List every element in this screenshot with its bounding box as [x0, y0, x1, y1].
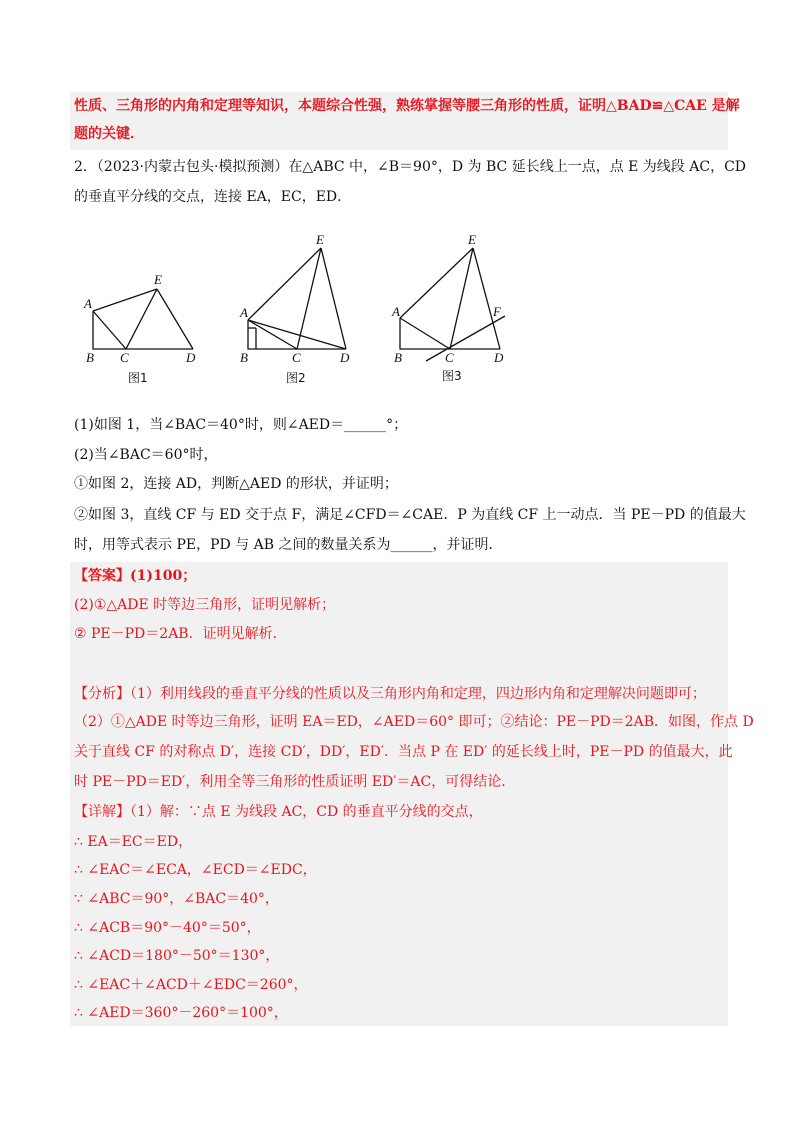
- question-1: (1)如图 1，当∠BAC＝40°时，则∠AED＝______°；: [74, 417, 408, 433]
- intro-line-1: 性质、三角形的内角和定理等知识，本题综合性强，熟练掌握等腰三角形的性质，证明△BAD≌△CAE 是解: [74, 98, 740, 114]
- fig1-label-a: A: [84, 296, 92, 311]
- fig1-label-e: E: [154, 272, 162, 287]
- fig2-label-d: D: [340, 350, 350, 365]
- fig2-label-c: C: [292, 350, 301, 365]
- figures-area: [70, 230, 530, 395]
- analysis-line-1: 【分析】（1）利用线段的垂直平分线的性质以及三角形内角和定理，四边形内角和定理解决问题即可；: [74, 686, 706, 702]
- fig3-label-d: D: [494, 350, 504, 365]
- figure-3: [400, 248, 505, 361]
- fig2-caption: 图2: [286, 371, 306, 385]
- problem-stem-2: 的垂直平分线的交点，连接 EA，EC，ED．: [74, 189, 352, 205]
- detail-line-8: ∴ ∠AED＝360°－260°＝100°，: [74, 1005, 288, 1021]
- question-2-part-1: ①如图 2，连接 AD，判断△AED 的形状，并证明；: [74, 476, 398, 492]
- fig1-label-b: B: [86, 350, 94, 365]
- fig2-label-e: E: [316, 232, 324, 247]
- analysis-line-2: （2）①△ADE 时等边三角形，证明 EA＝ED，∠AED＝60° 即可；②结论：PE－PD＝2AB．如图，作点 D: [74, 714, 754, 730]
- detail-line-6: ∴ ∠ACD＝180°－50°＝130°，: [74, 948, 280, 964]
- detail-line-4: ∵ ∠ABC＝90°，∠BAC＝40°，: [74, 891, 279, 907]
- fig3-label-a: A: [392, 304, 400, 319]
- geometry-figures: [70, 230, 530, 395]
- detail-line-3: ∴ ∠EAC＝∠ECA，∠ECD＝∠EDC，: [74, 862, 317, 878]
- question-2-part-2-line-2: 时，用等式表示 PE，PD 与 AB 之间的数量关系为______，并证明．: [74, 537, 503, 553]
- fig3-caption: 图3: [442, 369, 462, 383]
- intro-line-2: 题的关键．: [74, 126, 144, 142]
- detail-line-1: 【详解】（1）解：∵点 E 为线段 AC，CD 的垂直平分线的交点，: [74, 804, 483, 820]
- fig1-label-d: D: [186, 350, 196, 365]
- detail-line-7: ∴ ∠EAC＋∠ACD＋∠EDC＝260°，: [74, 977, 308, 993]
- analysis-line-4: 时 PE－PD＝ED′，利用全等三角形的性质证明 ED′＝AC，可得结论．: [74, 774, 516, 790]
- detail-line-2: ∴ EA＝EC＝ED，: [74, 834, 193, 850]
- answer-line-1: 【答案】(1)100；: [74, 568, 197, 584]
- analysis-line-3: 关于直线 CF 的对称点 D′，连接 CD′，DD′，ED′．当点 P 在 ED′ 的延长线上时，PE－PD 的值最大，此: [74, 744, 733, 760]
- fig3-label-c: C: [445, 350, 454, 365]
- figure-1: [93, 289, 193, 349]
- fig2-label-b: B: [240, 350, 248, 365]
- detail-line-5: ∴ ∠ACB＝90°－40°＝50°，: [74, 920, 261, 936]
- figure-2: [248, 248, 346, 349]
- fig3-label-b: B: [394, 350, 402, 365]
- question-2: (2)当∠BAC＝60°时，: [74, 447, 218, 463]
- fig1-caption: 图1: [128, 371, 148, 385]
- question-2-part-2-line-1: ②如图 3，直线 CF 与 ED 交于点 F，满足∠CFD＝∠CAE．P 为直线 CF 上一动点．当 PE－PD 的值最大: [74, 507, 746, 523]
- answer-line-2: (2)①△ADE 时等边三角形，证明见解析；: [74, 597, 336, 613]
- answer-line-3: ② PE－PD＝2AB．证明见解析．: [74, 626, 287, 642]
- problem-stem-1: 2．（2023·内蒙古包头·模拟预测）在△ABC 中，∠B＝90°，D 为 BC 延长线上一点，点 E 为线段 AC，CD: [74, 159, 747, 175]
- fig3-label-e: E: [468, 232, 476, 247]
- fig3-label-f: F: [493, 304, 501, 319]
- fig2-label-a: A: [240, 305, 248, 320]
- fig1-label-c: C: [120, 350, 129, 365]
